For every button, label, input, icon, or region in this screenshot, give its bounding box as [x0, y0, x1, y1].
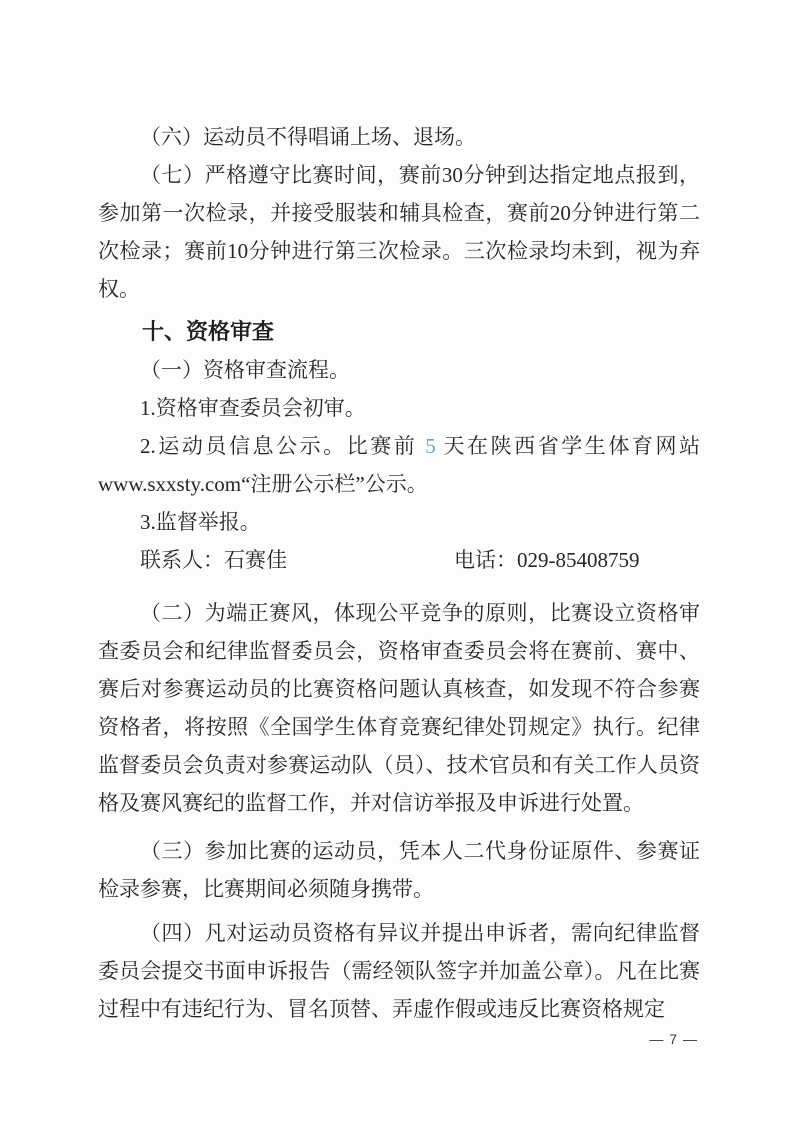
step-2-text-before: 2.运动员信息公示。比赛前 [140, 434, 426, 458]
subitem-4-appeal-procedure: （四）凡对运动员资格有异议并提出申诉者，需向纪律监督委员会提交书面申诉报告（需经领队签字并加盖公章）。凡在比赛过程中有违纪行为、冒名顶替、弄虚作假或违反比赛资格规定 [98, 921, 700, 1021]
step-2-days-number: 5 [425, 434, 436, 458]
step-2-text-after: 天在陕西省学生体育网站www.sxxsty.com“注册公示栏”公示。 [98, 434, 701, 496]
document-body [98, 118, 700, 1028]
contact-person: 联系人：石赛佳 [140, 548, 287, 572]
section-heading-qualification-review: 十、资格审查 [142, 319, 275, 344]
step-3-supervision-report: 3.监督举报。 [140, 510, 261, 534]
rule-item-7: （七）严格遵守比赛时间，赛前30分钟到达指定地点报到，参加第一次检录，并接受服装和辅具检查，赛前20分钟进行第二次检录；赛前10分钟进行第三次检录。三次检录均未到，视为弃权。 [98, 163, 700, 301]
rule-item-6: （六）运动员不得唱诵上场、退场。 [140, 125, 476, 149]
step-2-athlete-info-publicity [98, 427, 700, 503]
step-1-committee-initial-review: 1.资格审查委员会初审。 [140, 396, 366, 420]
subitem-2-fairness-committees: （二）为端正赛风，体现公平竞争的原则，比赛设立资格审查委员会和纪律监督委员会，资格审查委员会将在赛前、赛中、赛后对参赛运动员的比赛资格问题认真核查，如发现不符合参赛资格者，将按照《全国学生体育竞赛纪律处罚规定》执行。纪律监督委员会负责对参赛运动队（员）、技术官员和有关工作人员资格及赛风赛纪的监督工作，并对信访举报及申诉进行处置。 [98, 601, 700, 815]
subitem-3-id-check: （三）参加比赛的运动员，凭本人二代身份证原件、参赛证检录参赛，比赛期间必须随身携带。 [98, 839, 700, 901]
page-number: — 7 — [649, 1031, 698, 1047]
contact-line [98, 541, 700, 579]
subitem-1-review-process: （一）资格审查流程。 [140, 358, 350, 382]
contact-phone: 电话：029-85408759 [454, 548, 640, 572]
